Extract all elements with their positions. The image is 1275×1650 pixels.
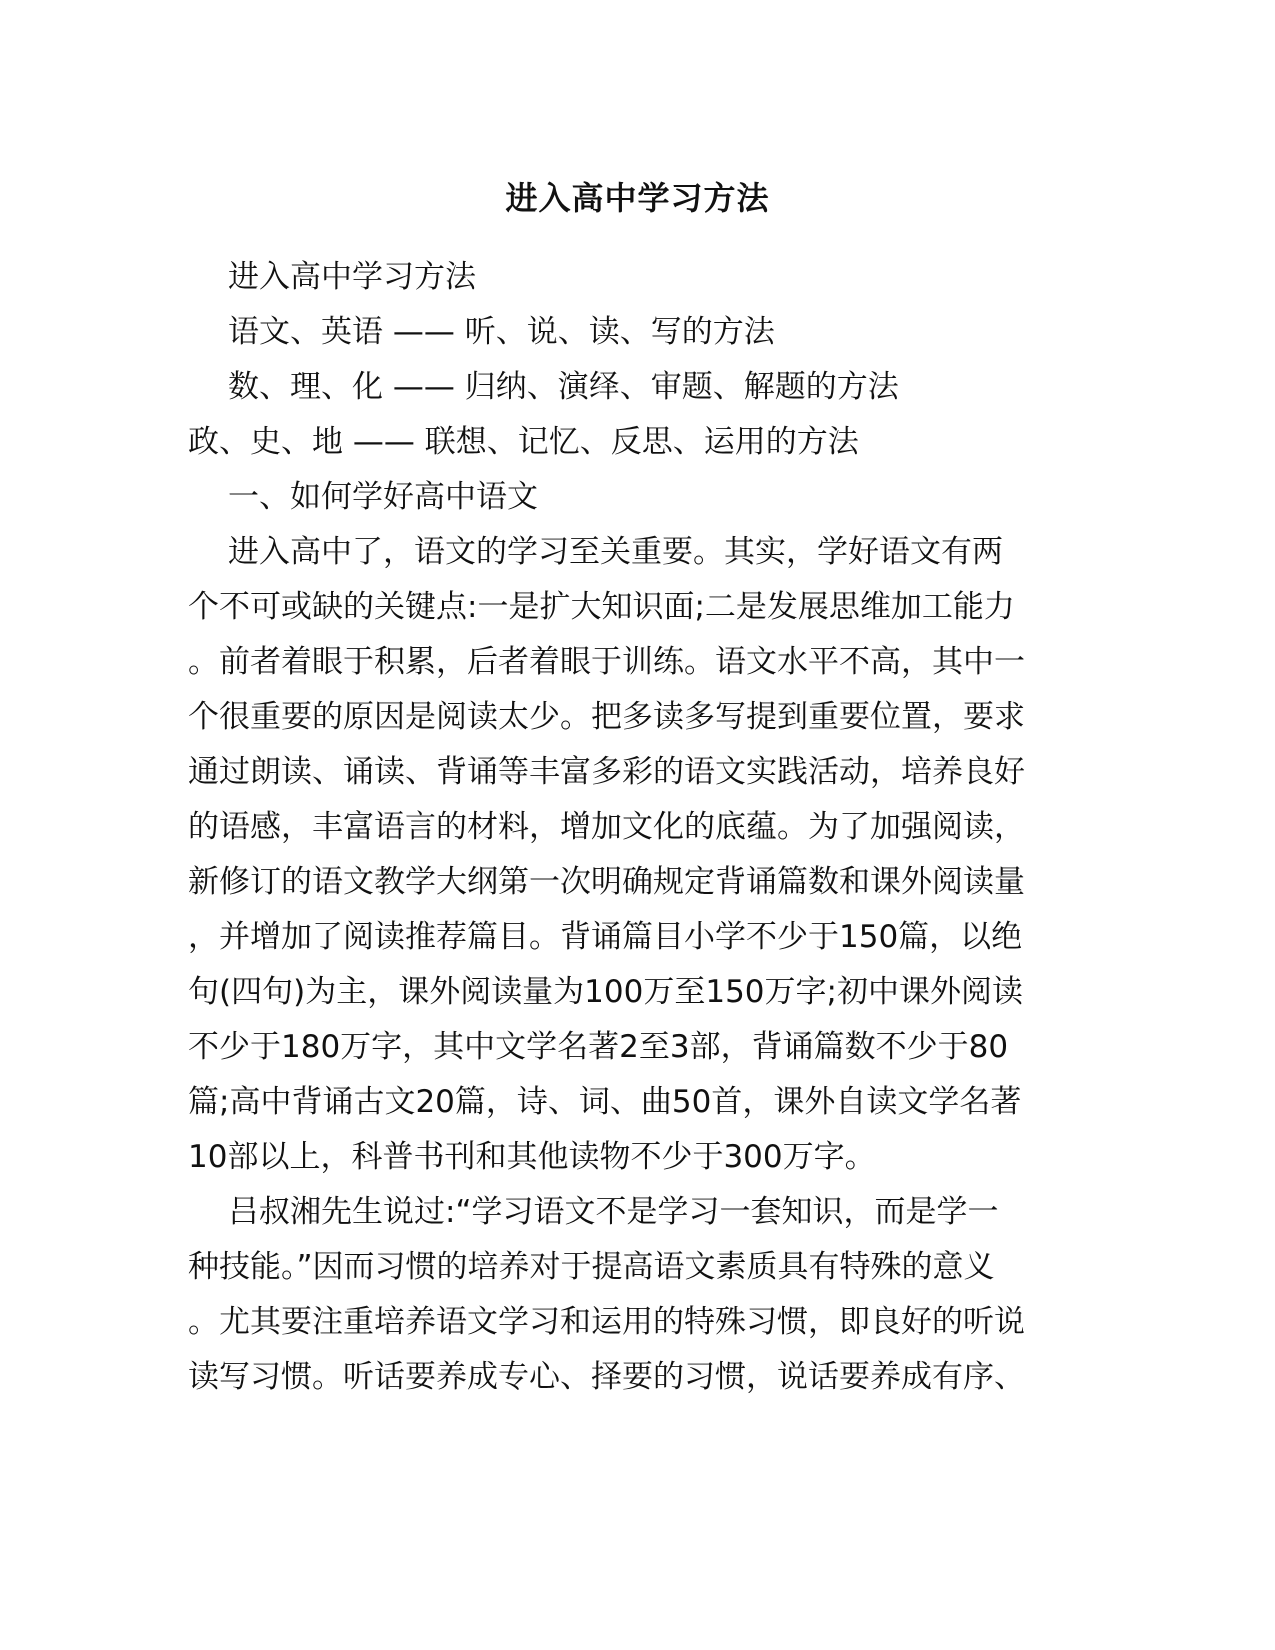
- document-title: 进入高中学习方法: [505, 179, 770, 217]
- text-line: 。尤其要注重培养语文学习和运用的特殊习惯，即良好的听说: [188, 1304, 1025, 1340]
- text-line: 个不可或缺的关键点:一是扩大知识面;二是发展思维加工能力: [188, 589, 1015, 625]
- text-line: 新修订的语文教学大纲第一次明确规定背诵篇数和课外阅读量: [188, 864, 1025, 900]
- text-line: 篇;高中背诵古文20篇，诗、词、曲50首，课外自读文学名著: [188, 1084, 1022, 1120]
- text-line: 个很重要的原因是阅读太少。把多读多写提到重要位置，要求: [188, 699, 1025, 735]
- text-line: 进入高中了，语文的学习至关重要。其实，学好语文有两: [228, 534, 1003, 570]
- text-line: 种技能。”因而习惯的培养对于提高语文素质具有特殊的意义: [188, 1249, 995, 1285]
- document-body: [188, 250, 1088, 1405]
- text-line: 10部以上，科普书刊和其他读物不少于300万字。: [188, 1139, 876, 1175]
- text-line: ，并增加了阅读推荐篇目。背诵篇目小学不少于150篇，以绝: [188, 919, 1023, 955]
- text-line: 进入高中学习方法: [228, 259, 476, 295]
- text-line: 政、史、地 —— 联想、记忆、反思、运用的方法: [188, 424, 859, 460]
- text-line: 不少于180万字，其中文学名著2至3部，背诵篇数不少于80: [188, 1029, 1009, 1065]
- text-line: 。前者着眼于积累，后者着眼于训练。语文水平不高，其中一: [188, 644, 1025, 680]
- text-line: 句(四句)为主，课外阅读量为100万至150万字;初中课外阅读: [188, 974, 1023, 1010]
- text-line: 通过朗读、诵读、背诵等丰富多彩的语文实践活动，培养良好: [188, 754, 1025, 790]
- text-line: 数、理、化 —— 归纳、演绎、审题、解题的方法: [228, 369, 899, 405]
- text-line: 吕叔湘先生说过:“学习语文不是学习一套知识，而是学一: [228, 1194, 999, 1230]
- section-heading: 一、如何学好高中语文: [228, 479, 538, 515]
- text-line: 语文、英语 —— 听、说、读、写的方法: [228, 314, 775, 350]
- text-line: 读写习惯。听话要养成专心、择要的习惯，说话要养成有序、: [188, 1359, 1025, 1395]
- text-line: 的语感，丰富语言的材料，增加文化的底蕴。为了加强阅读，: [188, 809, 1025, 845]
